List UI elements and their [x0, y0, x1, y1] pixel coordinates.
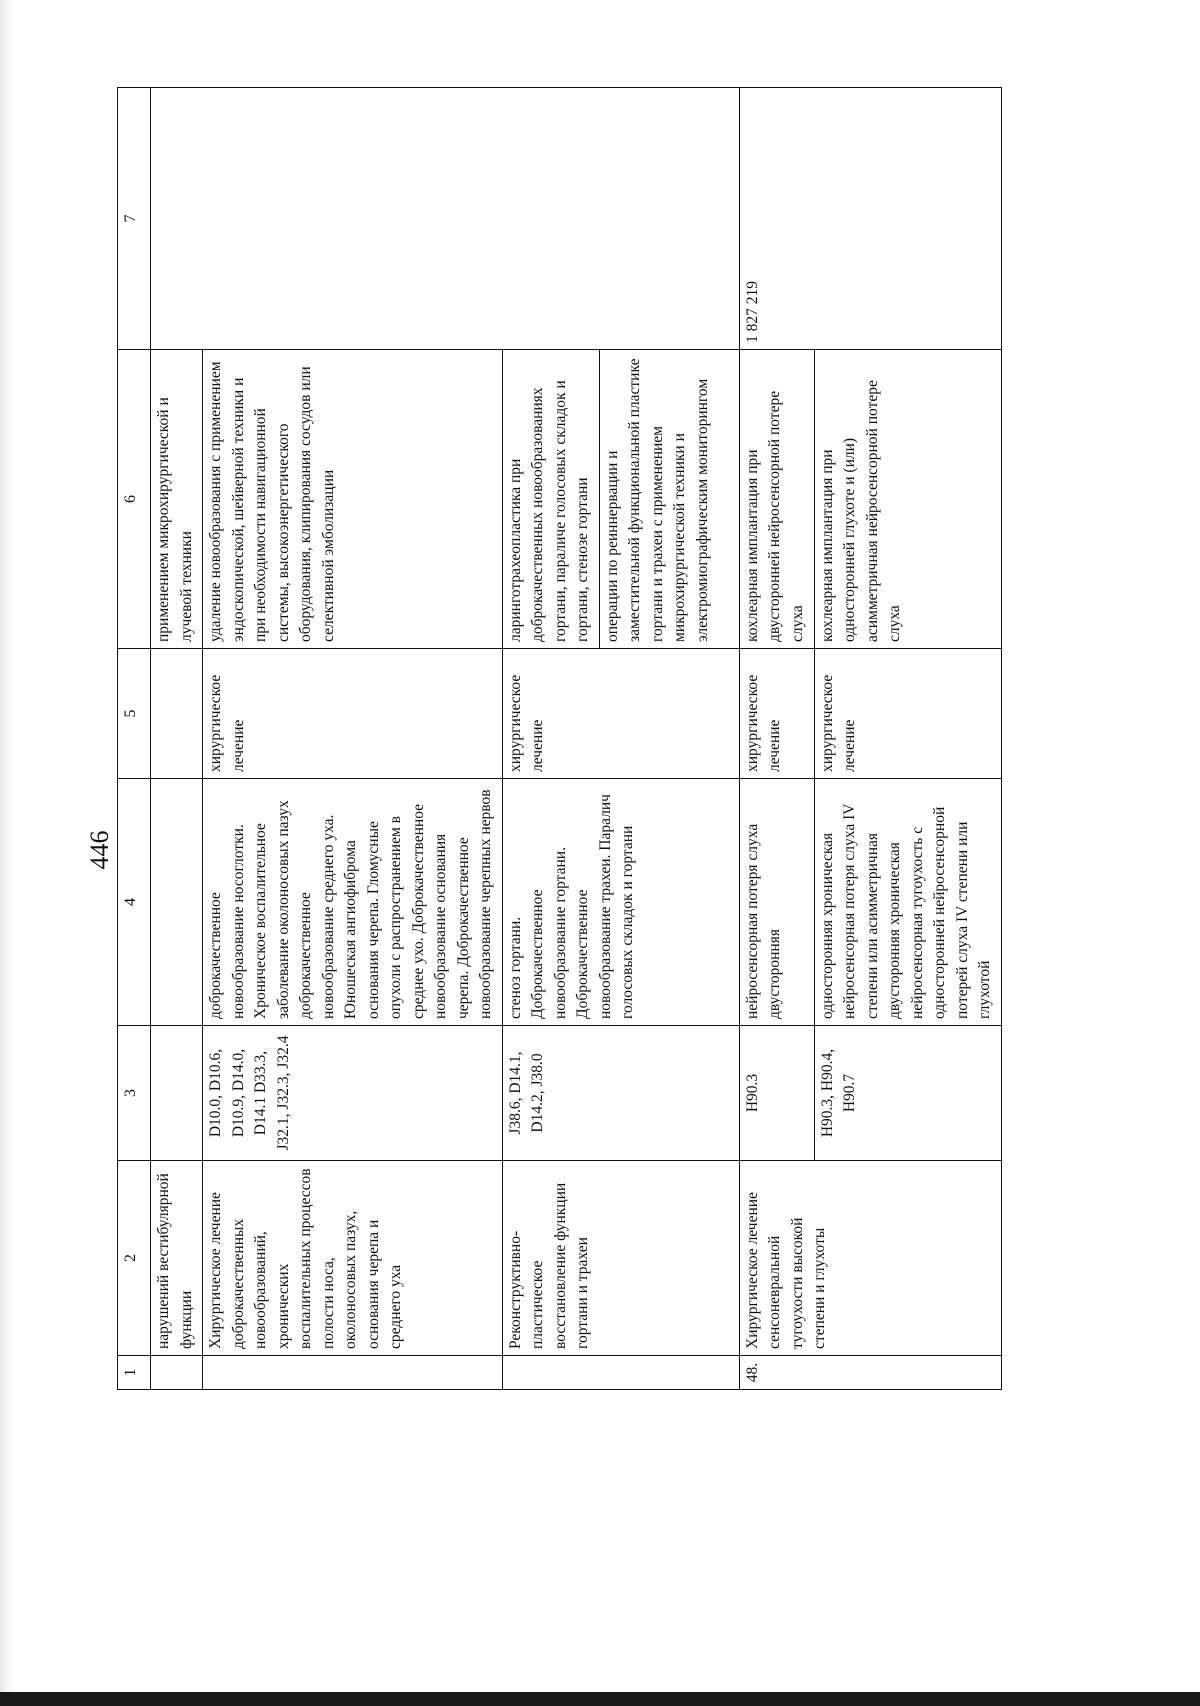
table-row	[739, 88, 814, 1390]
row-number	[203, 1356, 503, 1390]
row-name: Хирургическое лечение доброкачественных новообразований, хронических воспалительных процессов полости носа, околоносовых пазух, основания черепа и среднего уха	[203, 1161, 503, 1356]
row-disease: стеноз гортани. Доброкачественное новообразование гортани. Доброкачественное новообразование трахеи. Паралич голосовых складок и гортани	[502, 779, 739, 1026]
table-row	[203, 88, 503, 1390]
row-number	[151, 1356, 203, 1390]
col-header-3: 3	[118, 1026, 151, 1161]
table-row	[151, 88, 203, 1390]
page-number: 446	[85, 830, 114, 870]
row-method-a: ларинготрахеопластика при доброкачественных новообразованиях гортани, параличе голосовых складок и гортани, стенозе гортани	[502, 350, 599, 649]
row-treatment-type: хирургическое лечение	[203, 649, 503, 779]
header-row	[118, 88, 151, 1390]
col-header-5: 5	[118, 649, 151, 779]
row-treatment-type	[151, 649, 203, 779]
scan-edge-bottom	[0, 1692, 1200, 1706]
row-disease-a: нейросенсорная потеря слуха двусторонняя	[739, 779, 814, 1026]
row-codes-b: H90.3, H90.4, H90.7	[814, 1026, 1001, 1161]
row-method-b: кохлеарная имплантация при односторонней глухоте и (или) асимметричная нейросенсорной потере слуха	[814, 350, 1001, 649]
row-disease-b: односторонняя хроническая нейросенсорная потеря слуха IV степени или асимметричная двусторонняя хроническая нейросенсорная тугоухость с односторонней нейросенсорной потерей слуха IV степени или глухотой	[814, 779, 1001, 1026]
scan-edge	[0, 0, 14, 1706]
row-method: удаление новообразования с применением эндоскопической, шейверной техники и при необходимости навигационной системы, высокоэнергетического оборудования, клипирования сосудов или селективной эмболизации	[203, 350, 503, 649]
col-header-4: 4	[118, 779, 151, 1026]
row-name: Реконструктивно-пластическое восстановление функции гортани и трахеи	[502, 1161, 739, 1356]
row-treatment-type-a: хирургическое лечение	[739, 649, 814, 779]
row-disease: доброкачественное новообразование носоглотки. Хроническое воспалительное заболевание околоносовых пазух доброкачественное новообразование среднего уха. Юношеская ангиофиброма основания черепа. Гломусные опухоли с распространением в среднее ухо. Доброкачественное новообразование основания черепа. Доброкачественное новообразование черепных нервов	[203, 779, 503, 1026]
col-header-2: 2	[118, 1161, 151, 1356]
row-treatment-type-b: хирургическое лечение	[814, 649, 1001, 779]
row-cost: 1 827 219	[739, 88, 1001, 350]
row-disease	[151, 779, 203, 1026]
row-name: нарушений вестибулярной функции	[151, 1161, 203, 1356]
rotated-table-container	[117, 90, 1067, 1390]
row-number: 48.	[739, 1356, 1001, 1390]
row-treatment-type: хирургическое лечение	[502, 649, 739, 779]
row-codes: J38.6, D14.1, D14.2, J38.0	[502, 1026, 739, 1161]
row-method-a: кохлеарная имплантация при двусторонней нейросенсорной потере слуха	[739, 350, 814, 649]
row-codes-a: H90.3	[739, 1026, 814, 1161]
row-cost	[203, 88, 740, 350]
row-number	[502, 1356, 739, 1390]
row-cost	[151, 88, 203, 350]
row-method-b: операции по реиннервации и заместительной функциональной пластике гортани и трахеи с применением микрохирургической техники и электромиографическим мониторингом	[599, 350, 739, 649]
row-codes	[151, 1026, 203, 1161]
row-method: применением микрохирургической и лучевой техники	[151, 350, 203, 649]
row-codes: D10.0, D10.6, D10.9, D14.0, D14.1 D33.3, J32.1, J32.3, J32.4	[203, 1026, 503, 1161]
services-table	[117, 87, 1002, 1390]
row-name: Хирургическое лечение сенсоневральной тугоухости высокой степени и глухоты	[739, 1161, 1001, 1356]
col-header-7: 7	[118, 88, 151, 350]
col-header-1: 1	[118, 1356, 151, 1390]
col-header-6: 6	[118, 350, 151, 649]
